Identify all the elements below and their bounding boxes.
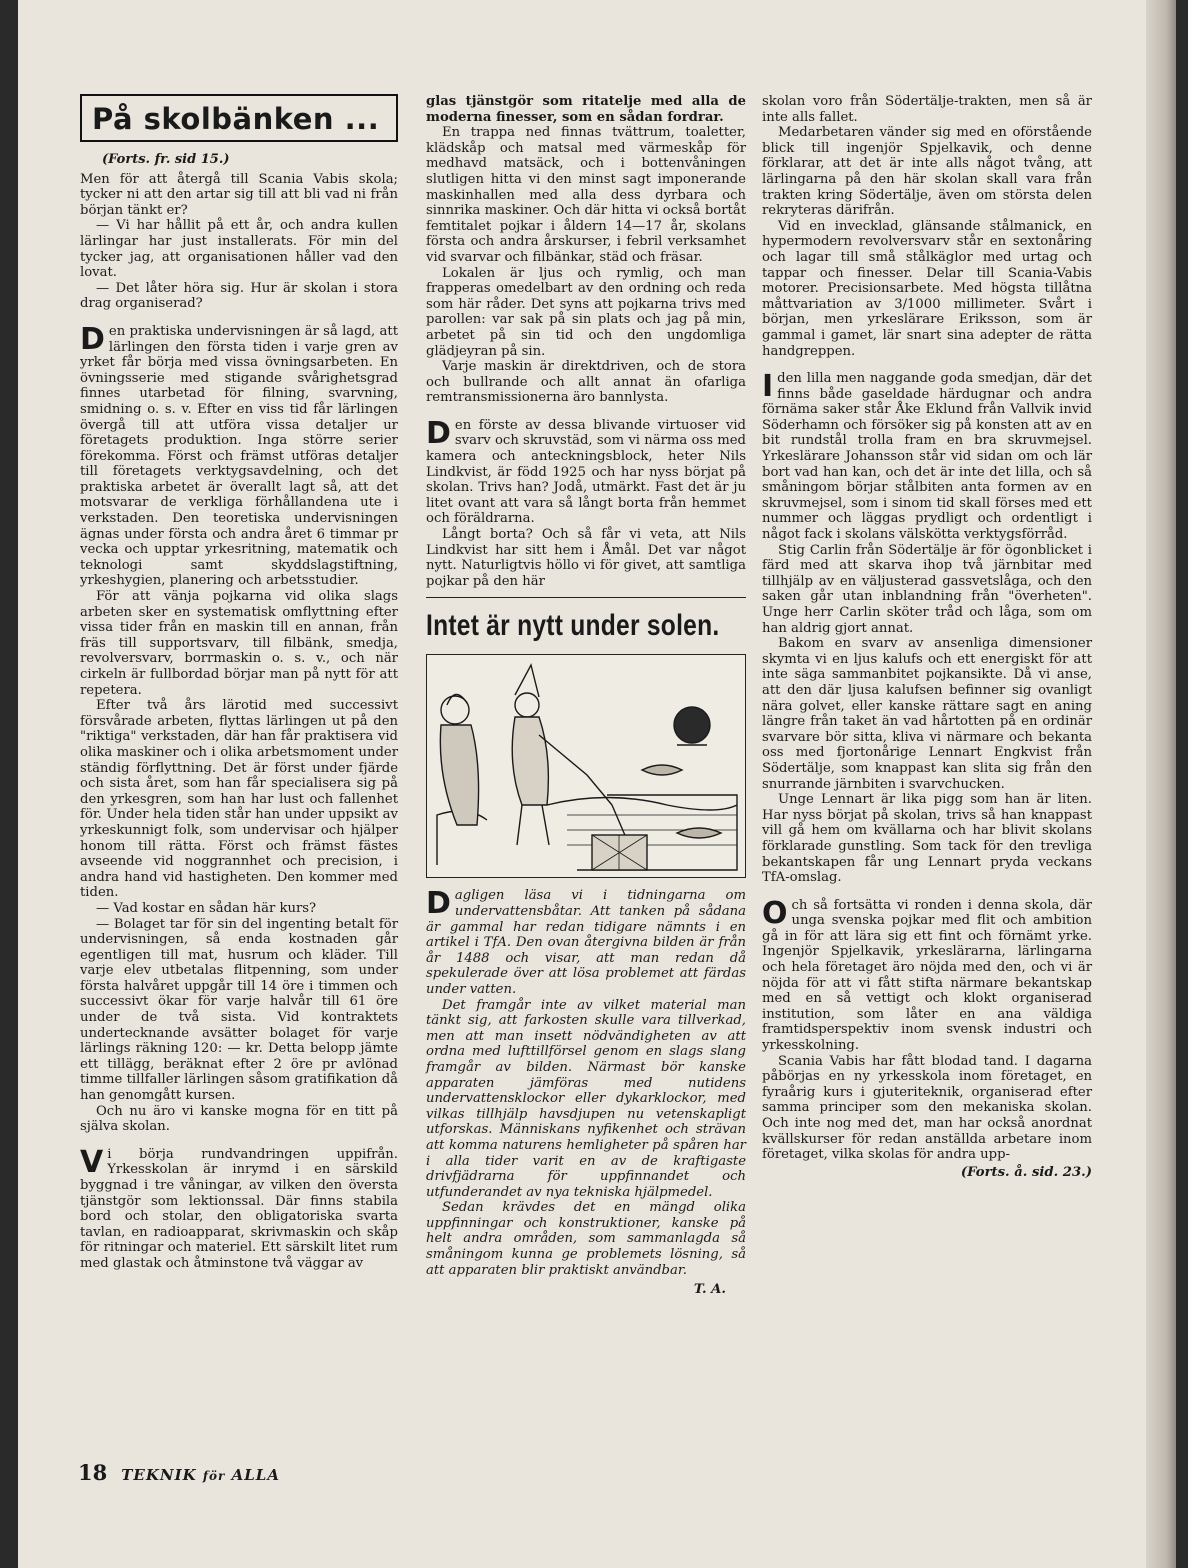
sidebar-text	[426, 888, 746, 1278]
paragraph: För att vänja pojkarna vid olika slags arbeten sker en systematisk omflyttning efter vissa tider från en maskin till en annan, från fräs till supportsvarv, till filbänk, smedja, revolversvarv, borrmaskin o. s. v., och när cirkeln är fullbordad börjar man på nytt för att repetera.	[80, 589, 398, 698]
paragraph: Medarbetaren vänder sig med en oförstående blick till ingenjör Spjelkavik, och denne förklarar, att det är inte alls något tvång, att lärlingarna på den här skolan skall vara från trakten kring Södertälje, även om största delen rekryteras därifrån.	[762, 125, 1092, 219]
paragraph: Scania Vabis har fått blodad tand. I dagarna påbörjas en ny yrkesskola inom företaget, en fyraårig kurs i gjuteriteknik, organiserad efter samma principer som den mekaniska skolan. Och inte nog med det, man har också anordnat kvällskurser för redan anställda arbetare inom företaget, vilka skolas för andra upp-	[762, 1053, 1092, 1163]
article-title-box	[80, 94, 398, 142]
paragraph: glas tjänstgör som ritatelje med alla de moderna finesser, som en sådan fordrar.	[426, 94, 746, 125]
page-footer	[78, 1460, 280, 1485]
column-1	[80, 94, 398, 1272]
paragraph-text: en förste av dessa blivande virtuoser vid svarv och skruvstäd, som vi närma oss med kamera och anteckningsblock, heter Nils Lindkvist, är född 1925 och har nyss börjat på skolan. Trivs han? Jodå, utmärkt. Fast det är ju litet ovant att vara så långt borta från hemmet och föräldrarna.	[426, 417, 746, 527]
page-number: 18	[78, 1460, 108, 1485]
paragraph: — Vad kostar en sådan här kurs?	[96, 900, 317, 916]
magazine-name-part: TEKNIK	[121, 1466, 197, 1484]
continued-from-note: (Forts. fr. sid 15.)	[102, 152, 230, 167]
paragraph	[762, 895, 1092, 1054]
paragraph: Varje maskin är direktdriven, och de stora och bullrande och allt annat än ofarliga remtransmissionerna äro bannlysta.	[426, 359, 746, 406]
article-title: På skolbänken ...	[92, 102, 380, 136]
drop-cap: V	[80, 1144, 104, 1180]
woodcut-drawing	[427, 655, 745, 877]
paragraph-text: ch så fortsätta vi ronden i denna skola, där unga svenska pojkar med flit och ambition gå in för att lära sig ett fint och förnämt yrke. Ingenjör Spjelkavik, yrkeslärarna, lärlingarna och hela företaget äro nöjda med den, och vi är nöjda för att vi fått stifta närmare bekantskap med en så vettigt och klokt organiserad institution, som låter en ana väldiga framtidsperspektiv inom svensk industri och yrkesskolning.	[762, 897, 1092, 1054]
paragraph-text: i börja rundvandringen uppifrån. Yrkesskolan är inrymd i en särskild byggnad i tre våningar, av vilken den översta tjänstgör som lektionssal. Där finns stabila bord och stolar, den obligatoriska svarta tavlan, en radioapparat, skrivmaskin och skåp för ritningar och materiel. Ett särskilt litet rum med glastak och åtminstone två väggar av	[80, 1146, 398, 1271]
paragraph: Stig Carlin från Södertälje är för ögonblicket i färd med att skarva ihop två järnbitar med tillhjälp av en väljusterad gassvetslåga, och den saken går utan inblandning från "överheten". Unge herr Carlin sköter tråd och låga, som om han aldrig gjort annat.	[762, 542, 1092, 636]
paragraph: Sedan krävdes det en mängd olika uppfinningar och konstruktioner, kanske på helt andra områden, som sammanlagda så småningom kunna ge problemets lösning, så att apparaten blir praktiskt användbar.	[426, 1200, 746, 1278]
sidebar-title: Intet är nytt under solen.	[426, 609, 720, 643]
magazine-name	[121, 1466, 280, 1484]
drop-cap: D	[80, 321, 105, 357]
paragraph-text: en praktiska undervisningen är så lagd, att lärlingen den första tiden i varje gren av yrket får börja med vissa övningsarbeten. En övningsserie med stigande svårighetsgrad finnes utarbetad för filning, svarvning, smidning o. s. v. Efter en viss tid får lärlingen övergå till att utföra vissa detaljer ur företagets produktion. Inga större serier förekomma. Först och främst utföras detaljer till företagets verktygsavdelning, och det praktiska arbetet är överallt lagt så, att det motsvarar de verkliga förhållandena ute i verkstaden. Den teoretiska undervisningen ägnas under första och andra året 6 timmar pr vecka och upptar yrkesritning, matematik och teknologi samt skyddslagstiftning, yrkeshygien, planering och arbetsstudier.	[80, 323, 398, 589]
paragraph: — Det låter höra sig. Hur är skolan i stora drag organiserad?	[80, 280, 398, 312]
drop-cap: D	[426, 886, 451, 922]
drop-cap: I	[762, 369, 774, 405]
drop-cap: O	[762, 895, 788, 931]
woodcut-illustration	[426, 654, 746, 878]
magazine-page	[18, 0, 1176, 1568]
paragraph-text: den lilla men naggande goda smedjan, där det finns både gaseldade härdugnar och andra förnäma saker står Åke Eklund från Vallvik invid Söderhamn och försöker sig på konsten att av en bit rundstål trolla fram en bra skruvmejsel. Yrkeslärare Johansson står vid sidan om och lär bort vad han kan, och det är inte det lilla, och så småningom börjar stålbiten anta formen av en skruvmejsel, som i sinom tid skall förses med ett nummer och läggas prydligt och ordentligt i något fack i skolans välskötta verktygsförråd.	[762, 371, 1092, 543]
paragraph: Efter två års lärotid med successivt försvårade arbeten, flyttas lärlingen ut på den "riktiga" verkstaden, där han får praktisera vid olika maskiner och i olika arbetsmoment under ständig förflyttning. Det är först under fjärde och sista året, som han får specialisera sig på den yrkesgren, som han har lust och fallenhet för. Under hela tiden står han under uppsikt av yrkeskunnigt folk, som undervisar och hjälper honom till rätta. Först och främst fästes avseende vid noggrannhet och precision, i andra hand vid hastigheten. Den kommer med tiden.	[80, 698, 398, 901]
paragraph: — Bolaget tar för sin del ingenting betalt för undervisningen, så enda kostnaden går egentligen till mat, husrum och kläder. Till varje elev utbetalas flitpenning, som under första halvåret uppgår till 14 öre i timmen och successivt ökar för varje halvår till 61 öre under de två sista. Vid kontraktets undertecknande avsätter bolaget för varje lärlings räkning 120: — kr. Detta belopp jämte ett tillägg, beräknat efter 2 öre pr avlönad timme tillfaller lärlingen såsom gratifikation då han genomgått kursen.	[80, 916, 398, 1104]
continued-to-note: (Forts. å. sid. 23.)	[960, 1164, 1092, 1180]
column-2	[426, 94, 746, 1298]
paragraph: Unge Lennart är lika pigg som han är liten. Har nyss börjat på skolan, trivs så han knappast vill gå hem om kvällarna och har blivit skolans förklarade gunstling. Som tack för den trevliga bekantskapen får ung Lennart pryda veckans TfA-omslag.	[762, 792, 1092, 886]
paragraph	[80, 321, 398, 589]
paragraph: Men för att återgå till Scania Vabis skola; tycker ni att den artar sig till att bli vad ni från början tänkt er?	[80, 171, 398, 218]
page-spine	[1146, 0, 1176, 1568]
paragraph: Och nu äro vi kanske mogna för en titt på själva skolan.	[80, 1103, 398, 1135]
paragraph: En trappa ned finnas tvättrum, toaletter, klädskåp och matsal med värmeskåp för medhavd matsäck, och i bottenvåningen slutligen hitta vi den minst sagt imponerande maskinhallen med alla dess dyrbara och sinnrika maskiner. Och där hitta vi också bortåt femtitalet pojkar i åldern 14—17 år, skolans första och andra årskurser, i febril verksamhet vid svarvar och filbänkar, städ och fräsar.	[426, 125, 746, 265]
paragraph: — Vi har hållit på ett år, och andra kullen lärlingar har just installerats. För min del tycker jag, att organisationen håller vad den lovat.	[80, 218, 398, 281]
section-divider	[426, 597, 746, 598]
paragraph-text: agligen läsa vi i tidningarna om undervattensbåtar. Att tanken på sådana är gammal har redan tidigare nämnts i en artikel i TfA. Den ovan återgivna bilden är från år 1488 och visar, att man redan då spekulerade över att lösa problemet att färdas under vatten.	[426, 888, 746, 997]
column-3	[762, 94, 1092, 1180]
paragraph	[80, 1144, 398, 1272]
paragraph: Det framgår inte av vilket material man tänkt sig, att farkosten skulle vara tillverkad, men att man insett nödvändigheten av att ordna med lufttillförsel genom en slags slang framgår av bilden. Närmast bör kanske apparaten jämföras med nutidens undervattensklockor eller dykarklockor, med vilkas tillhjälp havsdjupen nu vetenskapligt utforskas. Människans nyfikenhet och strävan att komma naturens hemligheter på spåren har i alla tider varit en av de kraftigaste drivfjädrarna för uppfinnandet och utfunderandet av nya tekniska hjälpmedel.	[426, 997, 746, 1200]
paragraph: Lokalen är ljus och rymlig, och man frapperas omedelbart av den ordning och reda som här råder. Det syns att pojkarna trivs med parollen: var sak på sin plats och jag på min, arbetet på sin tid och den ungdomliga glädjeyran på sin.	[426, 265, 746, 359]
drop-cap: D	[426, 415, 451, 451]
paragraph: skolan voro från Södertälje-trakten, men så är inte alls fallet.	[762, 94, 1092, 125]
paragraph: Vid en invecklad, glänsande stålmanick, en hypermodern revolversvarv står en sextonåring och lagar till små stålkäglor med urtag och tappar och finesser. Delar till Scania-Vabis motorer. Precisionsarbete. Med högsta tillåtna måttvariation av 3/1000 millimeter. Svårt i början, men yrkeslärare Eriksson, som är gammal i gamet, lär snart sina adepter de rätta handgreppen.	[762, 218, 1092, 359]
magazine-name-part: ALLA	[231, 1466, 280, 1484]
paragraph	[426, 415, 746, 527]
paragraph: Bakom en svarv av ansenliga dimensioner skymta vi en ljus kalufs och ett energiskt för att inte säga sammanbitet pojkansikte. Då vi anse, att den där ljusa kalufsen befinner sig ovanligt nära golvet, eller kanske rättare sagt en aning längre från taket än vad hårtotten på en ordinär svarvare bör sitta, kliva vi närmare och bekanta oss med fjortonårige Lennart Engkvist från Södertälje, som knappast kan slita sig från den snurrande järnbiten i svarvchucken.	[762, 636, 1092, 792]
paragraph: Långt borta? Och så får vi veta, att Nils Lindkvist har sitt hem i Åmål. Det var något nytt. Naturligtvis höllo vi för givet, att samtliga pojkar på den här	[426, 527, 746, 589]
paragraph	[426, 888, 746, 997]
paragraph	[762, 371, 1092, 543]
magazine-name-part: för	[202, 1469, 226, 1483]
author-signature: T. A.	[693, 1282, 726, 1298]
